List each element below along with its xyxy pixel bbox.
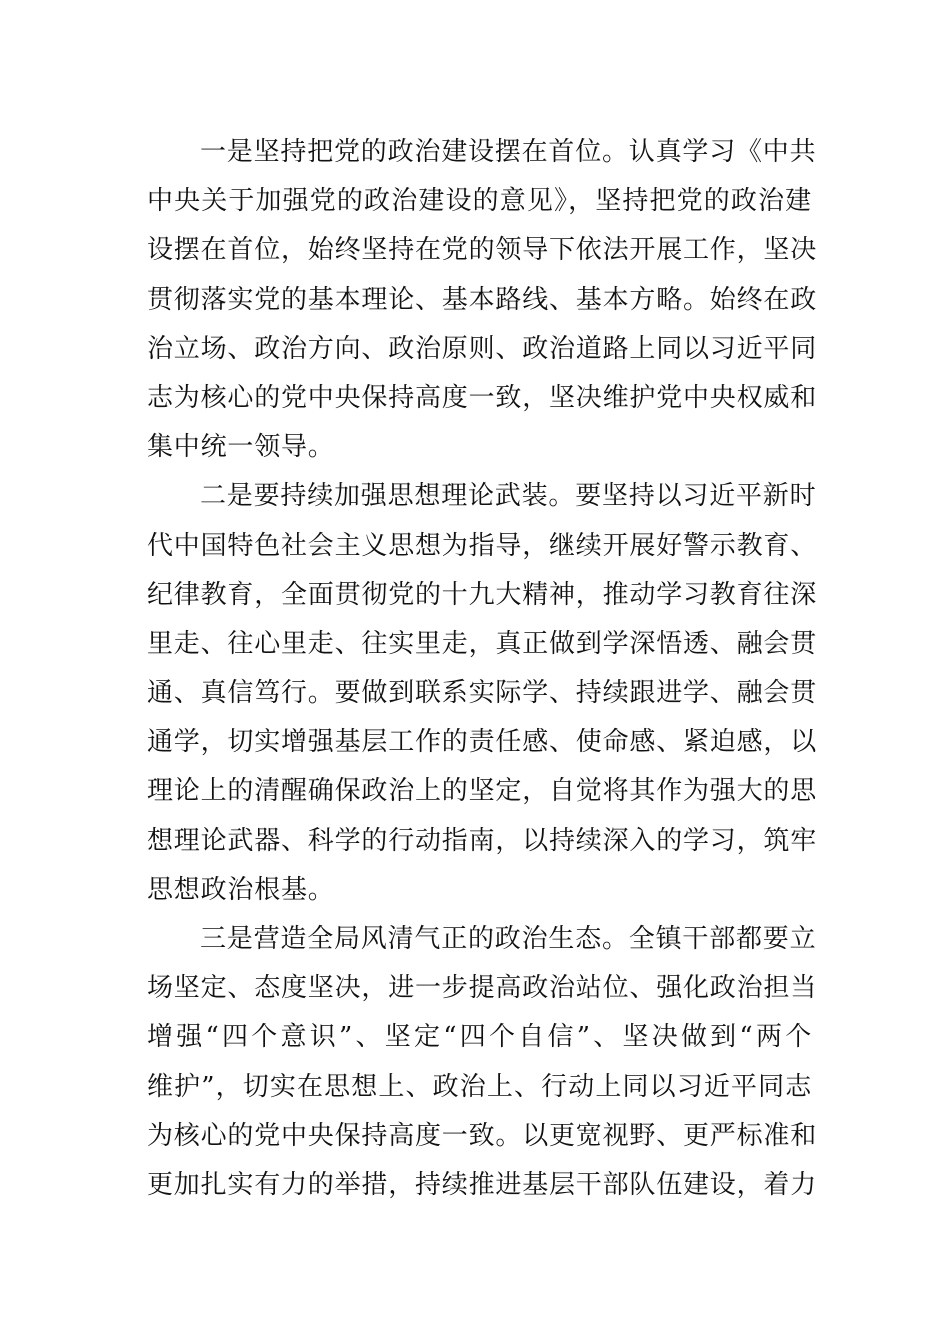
paragraph-2-line-9: 思想政治根基。 xyxy=(147,874,335,905)
paragraph-3-line-6: 更加扎实有力的举措，持续推进基层干部队伍建设，着力 xyxy=(147,1169,818,1200)
paragraph-2-line-2: 代中国特色社会主义思想为指导，继续开展好警示教育、 xyxy=(147,530,818,561)
paragraph-2-line-3: 纪律教育，全面贯彻党的十九大精神，推动学习教育往深 xyxy=(147,579,818,610)
paragraph-2-line-5: 通、真信笃行。要做到联系实际学、持续跟进学、融会贯 xyxy=(147,678,818,709)
paragraph-1-line-4: 贯彻落实党的基本理论、基本路线、基本方略。始终在政 xyxy=(147,284,818,315)
paragraph-1-line-5: 治立场、政治方向、政治原则、政治道路上同以习近平同 xyxy=(147,333,818,364)
paragraph-1-line-3: 设摆在首位，始终坚持在党的领导下依法开展工作，坚决 xyxy=(147,235,818,266)
paragraph-2-line-8: 想理论武器、科学的行动指南，以持续深入的学习，筑牢 xyxy=(147,825,818,856)
document-body xyxy=(147,128,818,1210)
paragraph-1-line-2: 中央关于加强党的政治建设的意见》，坚持把党的政治建 xyxy=(147,186,812,217)
paragraph-3-line-1: 三是营造全局风清气正的政治生态。全镇干部都要立 xyxy=(200,924,817,954)
paragraph-1-line-7: 集中统一领导。 xyxy=(147,432,335,463)
paragraph-1-line-6: 志为核心的党中央保持高度一致，坚决维护党中央权威和 xyxy=(147,382,818,413)
paragraph-3-line-4: 维护”，切实在思想上、政治上、行动上同以习近平同志 xyxy=(147,1071,812,1102)
paragraph-2-line-4: 里走、往心里走、往实里走，真正做到学深悟透、融会贯 xyxy=(147,628,818,659)
paragraph-3-line-2: 场坚定、态度坚决，进一步提高政治站位、强化政治担当 xyxy=(147,973,818,1004)
paragraph-1-line-1: 一是坚持把党的政治建设摆在首位。认真学习《中共 xyxy=(200,137,817,167)
paragraph-2-line-1: 二是要持续加强思想理论武装。要坚持以习近平新时 xyxy=(200,481,817,512)
paragraph-3-line-5: 为核心的党中央保持高度一致。以更宽视野、更严标准和 xyxy=(147,1120,818,1151)
paragraph-3-line-3: 增强“四个意识”、坚定“四个自信”、坚决做到“两个 xyxy=(147,1022,812,1053)
paragraph-2-line-6: 通学，切实增强基层工作的责任感、使命感、紧迫感，以 xyxy=(147,727,818,758)
paragraph-2-line-7: 理论上的清醒确保政治上的坚定，自觉将其作为强大的思 xyxy=(147,776,818,807)
